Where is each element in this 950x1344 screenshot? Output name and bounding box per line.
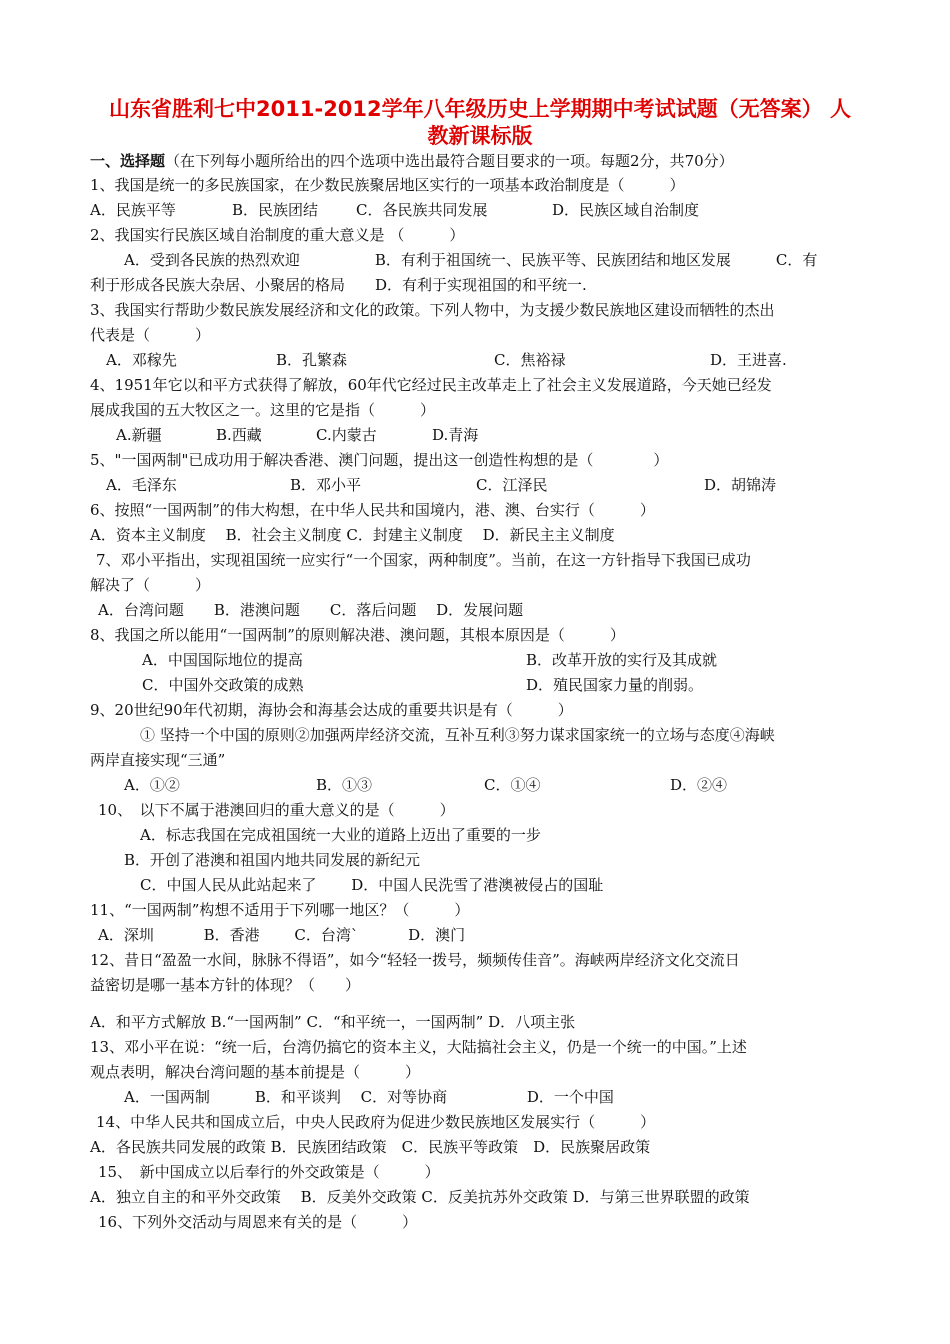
q13-line3: A．一国两制 B．和平谈判 C．对等协商 D．一个中国 [124, 1088, 614, 1106]
exam-title-line1: 山东省胜利七中2011-2012学年八年级历史上学期期中考试试题（无答案） 人 [109, 97, 851, 121]
q9-stem: 9、20世纪90年代初期，海协会和海基会达成的重要共识是有（ ） [90, 701, 573, 719]
q1-option-d: D．民族区域自治制度 [552, 201, 700, 219]
q11-line2: A．深圳 B．香港 C．台湾` D．澳门 [98, 926, 466, 944]
q3-option-c: C．焦裕禄 [494, 351, 566, 369]
q4-line2: 展成我国的五大牧区之一。这里的它是指（ ） [90, 401, 436, 419]
q4-option-b: B.西藏 [216, 426, 262, 444]
q5-option-c: C．江泽民 [476, 476, 548, 494]
q10-line4: C．中国人民从此站起来了 D．中国人民洗雪了港澳被侵占的国耻 [140, 876, 604, 894]
q14-line2: A．各民族共同发展的政策 B．民族团结政策 C．民族平等政策 D．民族聚居政策 [90, 1138, 651, 1156]
q8-stem: 8、我国之所以能用“一国两制”的原则解决港、澳问题，其根本原因是（ ） [90, 626, 625, 644]
q1-stem: 1、我国是统一的多民族国家，在少数民族聚居地区实行的一项基本政治制度是（ ） [90, 176, 685, 194]
q8-option-d: D．殖民国家力量的削弱。 [526, 676, 704, 694]
q8-option-a: A．中国国际地位的提高 [142, 651, 303, 669]
q13-line2: 观点表明，解决台湾问题的基本前提是（ ） [90, 1063, 421, 1081]
q1-option-c: C．各民族共同发展 [356, 201, 488, 219]
q12-line2: 益密切是哪一基本方针的体现？（ ） [90, 976, 361, 994]
q9-option-b: B．①③ [316, 776, 373, 794]
q4-option-a: A.新疆 [116, 426, 162, 444]
q2-stem: 2、我国实行民族区域自治制度的重大意义是 （ ） [90, 226, 465, 244]
section1-note: （在下列每小题所给出的四个选项中选出最符合题目要求的一项。每题2分，共70分） [165, 152, 734, 170]
q5-option-a: A．毛泽东 [106, 476, 177, 494]
q1-option-b: B．民族团结 [232, 201, 319, 219]
section1-header [90, 150, 734, 172]
q7-line3: A．台湾问题 B．港澳问题 C．落后问题 D．发展问题 [98, 601, 524, 619]
q5-stem: 5、"一国两制"已成功用于解决香港、澳门问题，提出这一创造性构想的是（ ） [90, 451, 669, 469]
q6-stem: 6、按照“一国两制”的伟大构想，在中华人民共和国境内，港、澳、台实行（ ） [90, 501, 655, 519]
q9-option-a: A．①② [124, 776, 180, 794]
q1-option-a: A．民族平等 [90, 201, 176, 219]
q13-stem: 13、邓小平在说：“统一后，台湾仍搞它的资本主义，大陆搞社会主义，仍是一个统一的中国。”上述 [90, 1038, 747, 1056]
q3-option-a: A．邓稼先 [106, 351, 177, 369]
q3-stem: 3、我国实行帮助少数民族发展经济和文化的政策。下列人物中，为支援少数民族地区建设而牺牲的杰出 [90, 301, 775, 319]
q3-line2: 代表是（ ） [90, 326, 211, 344]
section1-heading: 一、选择题 [90, 152, 166, 170]
q11-stem: 11、“一国两制”构想不适用于下列哪一地区？（ ） [90, 901, 470, 919]
q9-line3: 两岸直接实现“三通” [90, 751, 226, 769]
q15-line2: A．独立自主的和平外交政策 B．反美外交政策 C．反美抗苏外交政策 D．与第三世界联盟的政策 [90, 1188, 750, 1206]
q3-option-b: B．孔繁森 [276, 351, 348, 369]
q5-option-b: B．邓小平 [290, 476, 362, 494]
q4-stem: 4、1951年它以和平方式获得了解放，60年代它经过民主改革走上了社会主义发展道路，今天她已经发 [90, 376, 772, 394]
q7-line2: 解决了（ ） [90, 576, 211, 594]
q4-option-c: C.内蒙古 [316, 426, 377, 444]
q2-line3: 利于形成各民族大杂居、小聚居的格局 D．有利于实现祖国的和平统一. [90, 276, 587, 294]
q8-option-b: B．改革开放的实行及其成就 [526, 651, 718, 669]
q9-option-d: D．②④ [670, 776, 728, 794]
q8-option-c: C．中国外交政策的成熟 [142, 676, 304, 694]
q6-line2: A．资本主义制度 B．社会主义制度 C．封建主义制度 D．新民主主义制度 [90, 526, 615, 544]
q2-line2: A．受到各民族的热烈欢迎 B．有利于祖国统一、民族平等、民族团结和地区发展 C．有 [124, 251, 818, 269]
q12-line3: A．和平方式解放 B.“一国两制” C．“和平统一，一国两制” D．八项主张 [90, 1013, 576, 1031]
q4-option-d: D.青海 [432, 426, 479, 444]
q3-option-d: D．王进喜. [710, 351, 787, 369]
q10-stem: 10、 以下不属于港澳回归的重大意义的是（ ） [98, 801, 455, 819]
q7-stem: 7、邓小平指出，实现祖国统一应实行“一个国家，两种制度”。当前，在这一方针指导下我国已成功 [96, 551, 751, 569]
exam-title [90, 96, 870, 150]
q15-stem: 15、 新中国成立以后奉行的外交政策是（ ） [98, 1163, 440, 1181]
q12-stem: 12、昔日“盈盈一水间，脉脉不得语”，如今“轻轻一拨号，频频传佳音”。海峡两岸经济文化交流日 [90, 951, 740, 969]
q16-stem: 16、下列外交活动与周恩来有关的是（ ） [98, 1213, 418, 1231]
q10-line2: A．标志我国在完成祖国统一大业的道路上迈出了重要的一步 [140, 826, 541, 844]
q14-stem: 14、中华人民共和国成立后，中央人民政府为促进少数民族地区发展实行（ ） [96, 1113, 656, 1131]
q9-line2: ① 坚持一个中国的原则②加强两岸经济交流，互补互利③努力谋求国家统一的立场与态度④海峡 [140, 726, 775, 744]
q5-option-d: D．胡锦涛 [704, 476, 777, 494]
q9-option-c: C．①④ [484, 776, 541, 794]
exam-title-line2: 教新课标版 [427, 124, 533, 148]
q10-line3: B．开创了港澳和祖国内地共同发展的新纪元 [124, 851, 421, 869]
